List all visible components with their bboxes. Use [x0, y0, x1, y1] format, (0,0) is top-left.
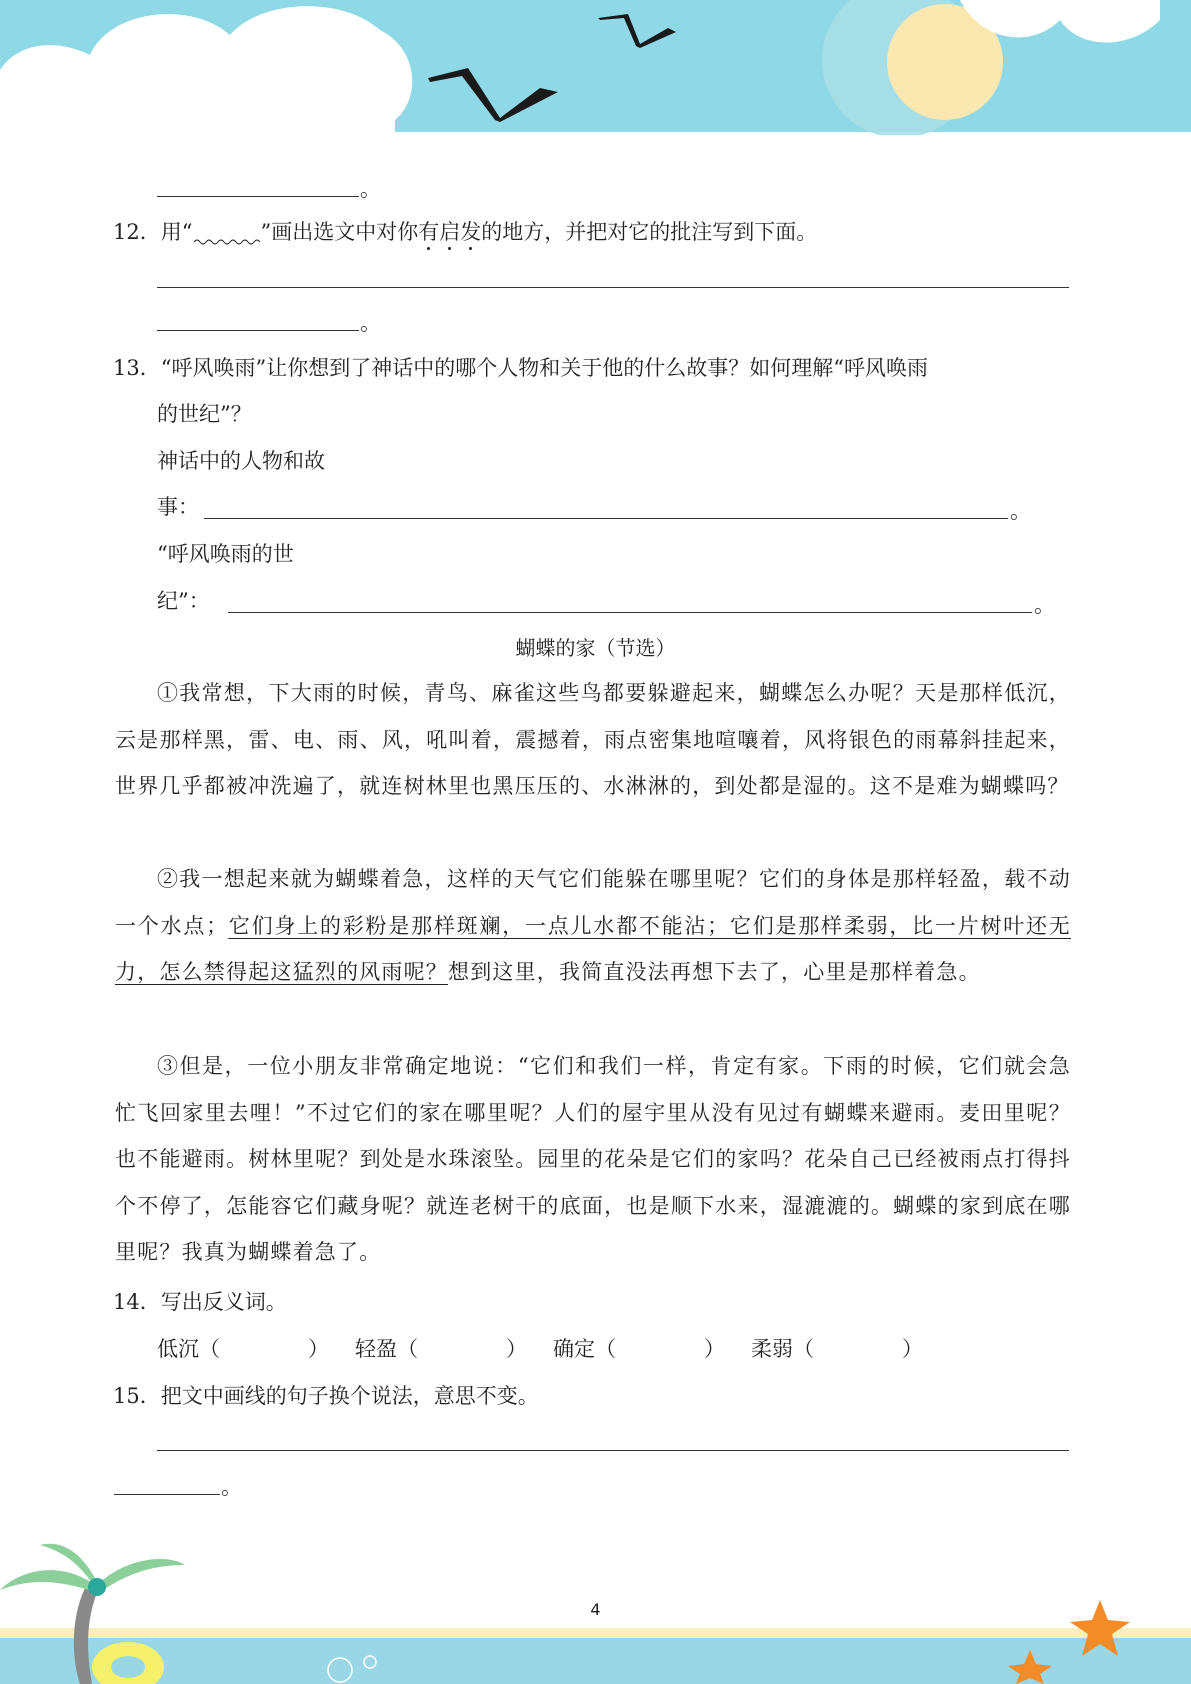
page-number: 4: [590, 1600, 601, 1619]
palm-leaf-icon: [98, 1559, 185, 1592]
question-number: 12．: [113, 220, 161, 244]
myth-label: 神话中的人物和故: [157, 449, 325, 473]
passage-title: 蝴蝶的家（节选）: [515, 636, 676, 660]
antonym-close: ）: [506, 1337, 527, 1361]
coconut-icon: [88, 1578, 106, 1596]
antonym-item: 柔弱（: [751, 1337, 814, 1361]
passage-paragraph-2: ②我一想起来就为蝴蝶着急，这样的天气它们能躲在哪里呢？它们的身体是那样轻盈，载不动一个水点；它们身上的彩粉是那样斑斓，一点儿水都不能沾；它们是那样柔弱，比一片树叶还无力，怎么禁得起这猛烈的风雨呢？想到这里，我简直没法再想下去了，心里是那样着急。: [115, 867, 1072, 984]
answer-line[interactable]: [114, 1494, 220, 1495]
antonym-item: 确定（: [553, 1337, 616, 1361]
question-14: 14．写出反义词。: [113, 1290, 287, 1314]
question-number: 14．: [113, 1290, 161, 1314]
period: 。: [221, 1475, 242, 1499]
passage-paragraph-1: ①我常想，下大雨的时候，青鸟、麻雀这些鸟都要躲避起来，蝴蝶怎么办呢？天是那样低沉，云是那样黑，雷、电、雨、风，吼叫着，震撼着，雨点密集地喧嚷着，风将银色的雨幕斜挂起来，世界几乎都被冲洗遍了，就连树林里也黑压压的、水淋淋的，到处都是湿的。这不是难为蝴蝶吗？: [115, 681, 1071, 798]
header-banner: [0, 0, 1191, 135]
question-13: 13．“呼风唤雨”让你想到了神话中的哪个人物和关于他的什么故事？如何理解“呼风唤雨: [113, 356, 928, 380]
antonym-close: ）: [704, 1337, 725, 1361]
century-label-end: 纪”：: [157, 589, 210, 613]
answer-line[interactable]: [228, 612, 1032, 613]
answer-line[interactable]: [157, 196, 359, 197]
question-number: 15．: [113, 1384, 161, 1408]
underlined-sentence: 它们身上的彩粉是那样斑斓，一点儿水都不能沾；它们是那样柔弱，比一片树叶还无力，怎么禁得起这猛烈的风雨呢？: [115, 913, 1072, 984]
palm-leaf-icon: [0, 1570, 95, 1592]
passage-paragraph-3: ③但是，一位小朋友非常确定地说：“它们和我们一样，肯定有家。下雨的时候，它们就会急忙飞回家里去哩！”不过它们的家在哪里呢？人们的屋宇里从没有见过有蝴蝶来避雨。麦田里呢？也不能避雨。树林里呢？到处是水珠滚坠。园里的花朵是它们的家吗？花朵自己已经被雨点打得抖个不停了，怎能容它们藏身呢？就连老树干的底面，也是顺下水来，湿漉漉的。蝴蝶的家到底在哪里呢？我真为蝴蝶着急了。: [115, 1054, 1071, 1264]
period: 。: [360, 177, 381, 201]
century-label: “呼风唤雨的世: [157, 542, 294, 566]
question-13-line2: 的世纪”？: [157, 402, 252, 426]
period: 。: [1010, 499, 1031, 523]
antonym-close: ）: [902, 1337, 923, 1361]
myth-label-end: 事：: [157, 495, 199, 519]
antonym-close: ）: [308, 1337, 329, 1361]
antonym-item: 低沉（: [157, 1337, 220, 1361]
question-number: 13．: [113, 356, 161, 380]
question-15: 15．把文中画线的句子换个说法，意思不变。: [113, 1384, 539, 1408]
wavy-underline-icon: [192, 219, 260, 245]
answer-line[interactable]: [204, 518, 1008, 519]
question-12: 12．用“ ”画出选文中对你有启发的地方，并把对它的批注写到下面。: [113, 220, 818, 244]
period: 。: [360, 311, 381, 335]
answer-line[interactable]: [157, 287, 1069, 288]
footer-beach: [0, 1540, 1191, 1684]
antonym-item: 轻盈（: [355, 1337, 418, 1361]
period: 。: [1034, 593, 1055, 617]
answer-line[interactable]: [157, 330, 359, 331]
answer-line[interactable]: [157, 1450, 1069, 1451]
